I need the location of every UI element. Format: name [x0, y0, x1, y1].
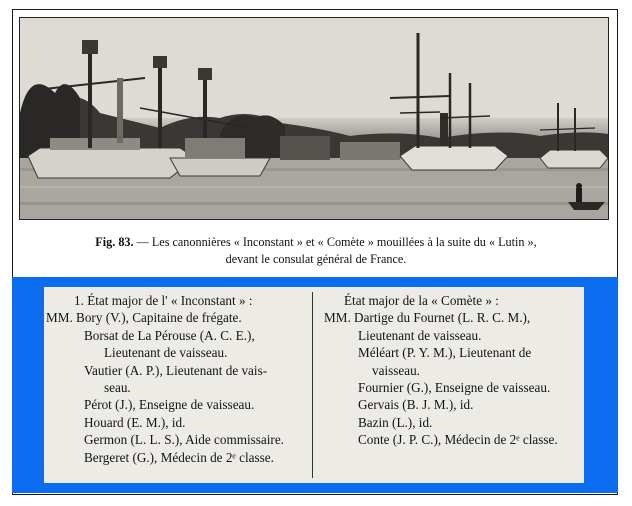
comete-line: Méléart (P. Y. M.), Lieutenant de: [358, 345, 532, 361]
inconstant-line: Germon (L. L. S.), Aide commissaire.: [84, 432, 284, 448]
figure-caption: [14, 234, 618, 268]
inconstant-heading: 1. État major de l' « Inconstant » :: [74, 293, 253, 308]
officer-list-scan: [44, 287, 584, 483]
caption-line-2: devant le consulat général de France.: [225, 252, 407, 266]
comete-staff-column: [322, 292, 584, 449]
comete-line: Lieutenant de vaisseau.: [358, 327, 482, 343]
inconstant-line: Bergeret (G.), Médecin de 2ᵉ classe.: [84, 449, 274, 465]
inconstant-commander: MM. Bory (V.), Capitaine de frégate.: [46, 310, 242, 326]
inconstant-line: Lieutenant de vaisseau.: [104, 345, 228, 361]
comete-line: Conte (J. P. C.), Médecin de 2ᵉ classe.: [358, 432, 558, 448]
inconstant-line: Vautier (A. P.), Lieutenant de vais-: [84, 362, 268, 378]
harbor-photograph: [19, 17, 609, 220]
comete-line: Fournier (G.), Enseigne de vaisseau.: [358, 379, 551, 395]
caption-text-1: — Les canonnières « Inconstant » et « Comète » mouillées à la suite du « Lutin »,: [136, 235, 537, 249]
gunboats-illustration: [20, 18, 608, 219]
comete-line: Bazin (L.), id.: [358, 414, 433, 430]
inconstant-line: Houard (E. M.), id.: [84, 414, 186, 430]
figure-number: Fig. 83.: [95, 235, 134, 249]
column-divider: [312, 292, 313, 478]
inconstant-line: Borsat de La Pérouse (A. C. E.),: [84, 327, 255, 343]
comete-line: Gervais (B. J. M.), id.: [358, 397, 474, 413]
inconstant-line: seau.: [104, 379, 131, 395]
comete-commander: MM. Dartige du Fournet (L. R. C. M.),: [324, 310, 531, 326]
caption-line-1: [14, 234, 618, 251]
inconstant-staff-column: [44, 292, 310, 466]
comete-heading: État major de la « Comète » :: [344, 293, 499, 308]
inconstant-line: Pérot (J.), Enseigne de vaisseau.: [84, 397, 255, 413]
comete-line: vaisseau.: [372, 362, 420, 378]
